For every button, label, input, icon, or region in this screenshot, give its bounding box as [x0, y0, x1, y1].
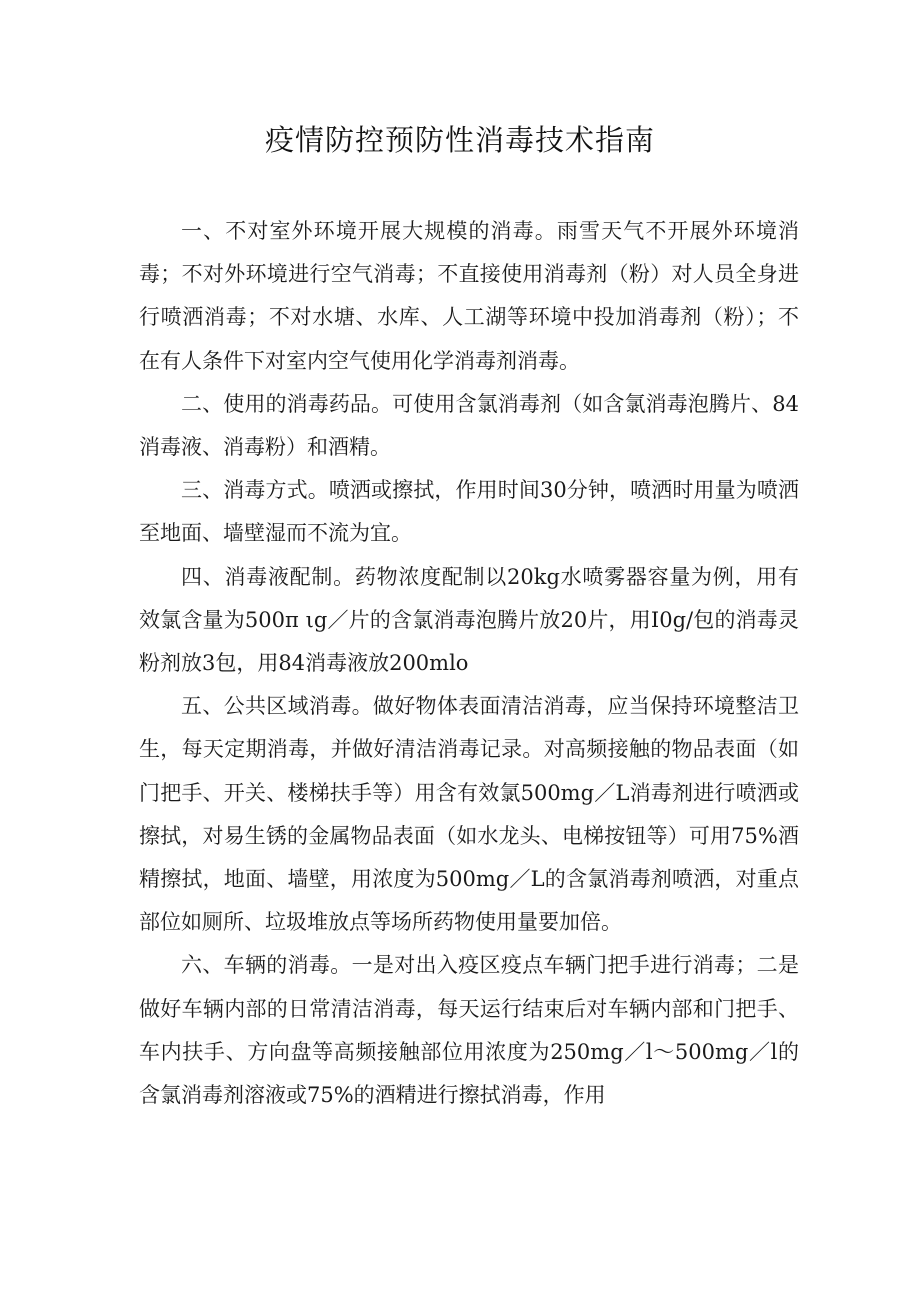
paragraph-outdoor-disinfection: 一、不对室外环境开展大规模的消毒。雨雪天气不开展外环境消毒；不对外环境进行空气消毒；不直接使用消毒剂（粉）对人员全身进行喷洒消毒；不对水塘、水库、人工湖等环境中投加消毒剂（粉）；不在有人条件下对室内空气使用化学消毒剂消毒。 — [139, 219, 799, 373]
paragraph-disinfection-method: 三、消毒方式。喷洒或擦拭，作用时间30分钟，喷洒时用量为喷洒至地面、墙壁湿而不流为宜。 — [139, 478, 799, 546]
paragraph-disinfectant-products: 二、使用的消毒药品。可使用含氯消毒剂（如含氯消毒泡腾片、84消毒液、消毒粉）和酒精。 — [139, 391, 799, 460]
paragraph-public-area-disinfection: 五、公共区域消毒。做好物体表面清洁消毒，应当保持环境整洁卫生，每天定期消毒，并做好清洁消毒记录。对高频接触的物品表面（如门把手、开关、楼梯扶手等）用含有效氯500mg／L消毒剂进行喷洒或擦拭，对易生锈的金属物品表面（如水龙头、电梯按钮等）可用75%酒精擦拭，地面、墙壁，用浓度为500mg／L的含氯消毒剂喷洒，对重点部位如厕所、垃圾堆放点等场所药物使用量要加倍。 — [139, 694, 799, 935]
paragraph-solution-preparation: 四、消毒液配制。药物浓度配制以20kg水喷雾器容量为例，用有效氯含量为500π ιg／片的含氯消毒泡腾片放20片，用I0g/包的消毒灵粉剂放3包，用84消毒液放200mlo — [139, 564, 799, 676]
paragraph-vehicle-disinfection: 六、车辆的消毒。一是对出入疫区疫点车辆门把手进行消毒；二是做好车辆内部的日常清洁消毒，每天运行结束后对车辆内部和门把手、车内扶手、方向盘等高频接触部位用浓度为250mg／l～500mg／l的含氯消毒剂溶液或75%的酒精进行擦拭消毒，作用 — [139, 953, 799, 1108]
document-body — [139, 210, 799, 1117]
document-title: 疫情防控预防性消毒技术指南 — [264, 123, 655, 157]
